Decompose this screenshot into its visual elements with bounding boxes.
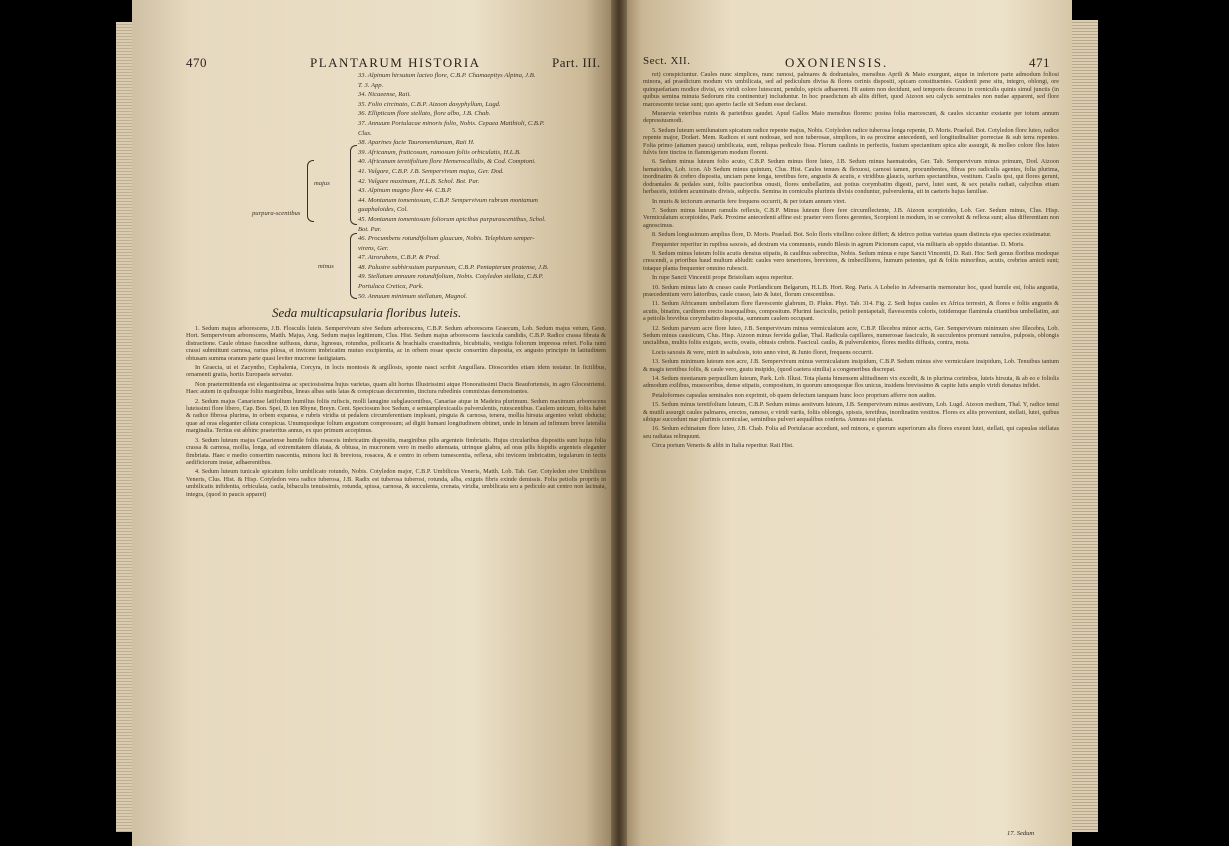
synonym-line: 39. Africanum, fruticosum, ramosum foliis orbiculatis, H.L.B.: [358, 148, 521, 156]
synonym-line: 40. Africanum teretifolium flore Hemerocallidis, & Cod. Comptoni.: [358, 158, 536, 166]
synonym-list: [358, 71, 610, 301]
left-paragraph: 2. Sedum majus Canariense latifolium humilius foliis rufiscis, molli lanugine subglaucentibus, Canariae atque in Madeira plurimum. Sedum maximum arborescens luteissimi flore libero, Cap. Bon. Spei, D. ten Rhyne, Breyn. Cent. Speciosum hoc Sedum, e semiamplexicaulis pulverulentis, rutescentibus. Caulem unicum, foliis habet & radice fibrosa plurima, in orbem expansa, e rubris viridia ut pedalem circumferentiam impleant, pinguia & carnosa, tenera, mollia hirsuta argenteo veluti obducta; quae ad oras eleganter ciliata conspicua. Unumquodque folium angustum compressum; ad digiti humani longitudinem obtinet, unde in binam ad infimum breve lateralia marginalia. Tertius est abhinc praeteritus annus, ex quo primum accepimus.: [186, 397, 606, 435]
book-spine: [611, 0, 627, 846]
right-paragraph: 13. Sedum minimum luteum non acre, J.B. Sempervivum minus vermiculatum insipidum, C.B.P. Sedum minus sive vermiculare insipidum, Lob. Tenuibus tantum & magis teretibus foliis, & caule vero, gustu insipido, (quod caetera similia) a congeneribus discrepat.: [643, 358, 1059, 373]
left-page-number: 470: [186, 55, 207, 70]
brace-label-majus: majus: [314, 180, 330, 187]
synonym-line: Bot. Par.: [358, 225, 382, 233]
left-page: [132, 0, 619, 846]
right-paragraph: 15. Sedum minus teretifolium luteum, C.B.P. Sedum minus aestivum luteum, J.B. Sempervivum minus aestivum, Lob. Lugd. Aizoon medium, Thal. Y, radice tenui & mutili assurgit caules palmares, erectos, ramoso, e viridi variis, foliis oblongis, spissis, teretibus, inordinatim vestitos. Flores ex aliis proveniunt, stellati, lutei, quibus sibique succedunt mar plurimis corniculae, seminibus pulveri aequalibus conferta. Annuus est planta.: [643, 401, 1059, 424]
right-paragraph: 7. Sedum minus luteum ramulis reflexis, C.B.P. Minus luteum flore fere circumflectente, J.B. Aizoon scorpioides, Lob. Ger. Sedum minus, Clus. Hisp. Vermiculatum scorpioides, Park. Proxime antecedenti affine est: praeter vero flores gerentes, Scorpioni in modum, in se convoluti & reflexa sunt; alias differentiam non agnoscimus.: [643, 206, 1059, 229]
section-title: Seda multicapsularia floribus luteis.: [272, 305, 462, 320]
synonym-line: 46. Procumbens rotundifolium glaucum, Nobis. Telephium semper-: [358, 235, 535, 243]
right-paragraph: 14. Sedum montanum perpusillum luteum, Park. Lob. Illust. Tota planta bimensem altitudinem vix excedit, & in plurima corimbos, luteis hirsuta, & ab eo e foliolis admodum exilibus, musosoribus, dense stipatis, compositum, in quorum umoquoque flos unicus, insidens brevissimo & capite lutis amplo viridi donatus infidet.: [643, 375, 1059, 390]
synonym-line: 38. Aparines facie Tauromenitanum, Raii H.: [358, 139, 475, 147]
brace-sempervivum: [307, 160, 314, 222]
synonym-line: Portulaca Cretica, Park.: [358, 283, 424, 291]
synonym-line: 49. Stellatum annuum rotundifolium, Nobis. Cotyledon stellata, C.B.P.: [358, 273, 544, 281]
brace-label-purpurascentibus: purpura-scentibus: [252, 210, 301, 217]
left-paragraph: 1. Sedum majus arborescens, J.B. Flosculis luteis. Sempervivum sive Sedum arborescens, C.B.P. Sedum arborescens Graecum, Lob. Sedum majus vetum, Gesn. Hort. Sempervivum arborescens, Matth. Majus, Ang. Sedum majus legitimum, Clus. Hist. Sedum majus arborescens fascicula candidis, C.B.P. Radice crassa fibrata & distractione. Caule obtuso fuscedine suffusus, durus, lignosus, rotundus, pollicaris & brachialis crassitudinis, bicubitalis, vestigia foliorum impressa refert. Folia rami crassi submittunt carnosa, rarius pilosa, et invicem imbricatim mutuo excipientia, ac in orbem rosae specie consertim disposita, ex angusto principio in latitudinem obtusam summa oranum parte quasi leviter mucrone fastigiatam.: [186, 325, 606, 362]
right-paragraph: 11. Sedum Africanum umbellatum flore flavescente glabrum, D. Plukn. Phyt. Tab. 314. Fig. 2. Sedi hujus caules ex Africa terrestri, & flores e foliis angustis & acutis, binatim, cardinem erecto inaequalibus, compositum. Plurimi fasciculis, petioli pentapetali, flavescentis coloris, totidemque flaminula citantibus umbellatim, aut a petiolis brevibus corymbatim disposita, summum caulem occupant.: [643, 300, 1059, 323]
synonym-line: 36. Ellipticum flore stellato, flore albo, J.B. Chab.: [358, 110, 491, 118]
right-paragraph: Circa portum Veneris & alibi in Italia reperitur. Raii Hist.: [652, 442, 794, 450]
right-paragraph: 5. Sedum luteum semilunatum spicatum radice repente majus, Nobis. Cotyledon radice tuberosa longa repente, D. Moris. Praelud. Bot. Cotyledon flore luteo, radice repente major, Dodart. Mem. Radices ei sunt nodosae, sed non tuberosae, simplices, in ea proxime antecedenti, sed longitudinaliter porrectae & sub terra repentes. Folia primo (attamen pauca) umbilicata, sunt, reliqua pediculo fissa. Florum caulinis in perfectis, fusium spectantium spica alte assurgit, & molleo colore flos luteo fulvis fere tinctos in flammigerum modum florent.: [643, 126, 1059, 157]
right-section-label: Sect. XII.: [643, 55, 691, 67]
synonym-line: virens, Ger.: [358, 244, 389, 252]
synonym-line: 45. Montanum tomentosum foliorum apicibus purpurascentibus, Schol.: [358, 215, 546, 223]
left-paragraph: 3. Sedum luteum majus Canariense humile foliis rosaceis imbricatim dispositis, marginibus pilis argenteis fimbriatis. Hujus circularibus dispositis sunt hujus folia crassa & carnosa, mollia, longa, ad extremitatem dilatata, & obtusa, in mucronem vero in medio attenuata, utrinque glabra, ad oras pilis hispidis argenteis eleganter fimbriata. Haec e medio consertim nascentia, minora luci & breviora, rosacea, & e centro in orbem tumescentia, reflexa, sibi invicem imbricatim, tegularum in tectis aedificiorum instar, adhaerentibus.: [186, 436, 606, 466]
synonym-line: T. 3. App.: [358, 81, 384, 89]
right-paragraph: Locis saxosis & vere, mirit in sabulosis, toto anno viret, & Junio floret, frequens occurrit.: [652, 348, 874, 356]
left-part-label: Part. III.: [552, 55, 601, 70]
right-paragraph: 8. Sedum longissimum amplius flore, D. Moris. Praelud. Bot. Solo floris vitellino colore differt; & ideirco potius varietas quam distincta ejus species existimatur.: [652, 231, 1052, 239]
synonym-line: 37. Annuum Portulacae minoris folio, Nobis. Cepaea Matthioli, C.B.P.: [358, 119, 545, 127]
right-paragraph: 9. Sedum minus luteum foliis acutis densius stipatis, & caulibus subrectius, Nobis. Sedum minus e rupe Sancti Vincentii, D. Raii. Hoc Sedi genus floribus modoque crescendi, a prioribus haud multum abludit: caules vero teneriores, breviores, & imbecilliores, humum petentes, qui & foliis minoribus, acutis, crebrius amicti sunt; totaque planta frequenter omnino rubescit.: [643, 249, 1059, 272]
synonym-line: 50. Annuum minimum stellatum, Magnol.: [358, 292, 468, 300]
right-page: [619, 0, 1072, 846]
synonym-line: 47. Atrorubens, C.B.P. & Prod.: [358, 254, 441, 262]
right-paragraph: In rupe Sancti Vincentii prope Bristoliam supra reperitur.: [652, 274, 794, 282]
left-page-edges: [116, 22, 132, 832]
synonym-line: 41. Vulgare, C.B.P. J.B. Sempervivum majus, Ger. Dod.: [358, 167, 504, 175]
brace-label-minus: minus: [318, 263, 334, 270]
right-paragraph: Petaloformes capsulas seminales non exprimit, ob quem defectum tanquam hunc loco proprium afferre non audim.: [652, 391, 937, 399]
right-paragraph: 16. Sedum echinatum flore luteo, J.B. Chab. Folia ad Portulacae accedunt, sed minora, e quorum superiorum alis flores exeunt lutei, stellati, qui capsulas stellatas seu radiatas relinquunt.: [643, 425, 1059, 440]
right-page-edges: [1072, 20, 1098, 832]
left-body-text: [186, 325, 606, 825]
right-page-number: 471: [1029, 55, 1050, 70]
synonym-line: 44. Montanum tomentosum, C.B.P. Sempervivum rubrum montanum: [358, 196, 538, 204]
left-paragraph: Non praetermittenda est elegantissima ac speciosissima hujus varietas, quam alit hortus Illustrissimi atque Honoratissimi Ducis Beaufortensis, in agro Glocestriensi. Haec autem in quibusque foliis marginibus, lineas albas satis latas & conspicuas decurrentes, tinctura rubedinis commixtas demonstrantes.: [186, 380, 606, 396]
right-paragraph: 12. Sedum parvum acre flore luteo, J.B. Sempervivum minus vermiculatum acre, C.B.P. Illecebra minor acris, Ger. Sempervivum minimum sive Illecebra, Lob. Sedum minus causticum, Clus. Hisp. Aizoon minus fervida gullae, Thal. Radicula capillares, numerosae fasciculo, & succulentos promunt ramulos, pulposis, oblongis uncialibus, multis foliis exiguis, sectis, ovatis, obtusis crebris. Fascicul. caulis, & pulverulentos, flores mediis diffusis, contra, mota.: [643, 324, 1059, 347]
right-paragraph: 10. Sedum minus lato & crasso caule Portlandicum Belgarum, H.L.B. Hort. Reg. Paris. A Lobelio in Adversariis memoratur hoc, quod humile est, folia angustia, praecedentium vero latioribus, caule crasso, lato & lutei, florum crescentibus.: [643, 283, 1059, 298]
right-paragraph: 6. Sedum minus luteum folio acuto, C.B.P. Sedum minus flore luteo, J.B. Sedum minus haematodes, Ger. Tab. Sempervivum minus primum, Dod. Aizoon hematoides, Lob. icon. Ab Sedum minus quintum, Clus. Hist. Caules tenues & flexuosi, carnosi tamen, procumbentes, fibras pro radiculis agentes, folia plurima, inordinatim & crebro disposita, unciam pene longa, teretibus fere, angustis & acutis, e viridibus glaucis, surfum spectantibus, vestitum. Caulis ipsi, qui flores gerunt, dodrantales & pedales sunt, foliis paucioribus onusti, flores umbellatim, aut potius corymbatim digesti, parvi, lutei sunt, & sex petalis radiati, calycibus etiam herbaceis, totidem acuminatis divisis, subjectis. Semina in corniculis plurimis divisis conduntur, pulverulenta, uti in caeteris hujus familiae.: [643, 158, 1059, 196]
right-running-head: OXONIENSIS.: [785, 55, 889, 70]
right-paragraph: Muraevia veteribus ruinis & parietibus gaudet. Apud Gallos Maio mensibus florens: postea folia marcescunt, & caules siccantur exstante per totum annum depressiusmodi.: [643, 110, 1059, 125]
synonym-line: 48. Palustre subhirsutum purpureum, C.B.P. Pentapterum pratense, J.B.: [358, 263, 549, 271]
right-paragraph: Frequenter reperitur in rupibus saxosis, ad dextram via communis, eundo Blesis in agrum Pictonum caput, via militaris ab oppido distantiae. D. Moris.: [652, 240, 1025, 248]
right-body-text: [643, 71, 1059, 823]
synonym-line: 43. Alpinum magno flore 44. C.B.P.: [358, 187, 452, 195]
right-catchword: 17. Sedum: [1007, 830, 1035, 837]
synonym-line: guaphaloides, Col.: [358, 206, 409, 214]
left-paragraph: 4. Sedum luteum tunicale spicatum folio umbilicato rotundo, Nobis. Cotyledon major, C.B.P. Umbilicus Veneris, Matth. Lob. Tab. Ger. Cotyledon sive Umbilicus Veneris, Clus. Hist. & Hisp. Cotyledon vera radice tuberosa, J.B. Radix est tuberosa tuberosi, rotunda, alba, exiguis fibris exinde demissis. Folia petiolis propriis in umbilicatis infidentia, orbiculata, caula, bibaculis tenuissimis, rotunda, spissa, carnosa, & succulenta, crenata, viridia, umbilicata seu a pediculo aut centro non lacinata, integra, (quod in paucis apparet): [186, 468, 606, 498]
synonym-line: 42. Vulgare maximum, H.L.B. Schol. Bot. Par.: [358, 177, 480, 185]
synonym-line: 34. Nicaeense, Raii.: [358, 91, 411, 99]
right-paragraph: In muris & tectorum arenariis fere frequens occurrit, & per totam annum viret.: [652, 197, 847, 205]
synonym-line: 35. Folio circinato, C.B.P. Aizoon dasyphyllum, Lugd.: [358, 100, 501, 108]
synonym-line: Clus.: [358, 129, 372, 137]
left-paragraph: In Graecia, ut et Zacyntho, Cephalenia, Corcyra, in locis montosis & argillosis, sponte nasci scribit Anguillara. Dioscorides etiam idem testatur. In fictilibus, ornamenti gratia, hortis Europaeis servatur.: [186, 364, 606, 379]
synonym-line: 33. Alpinum hirsutum lacteo flore, C.B.P. Chamaepitys Alpina, J.B.: [358, 72, 536, 79]
brace-majus: [350, 145, 357, 225]
right-paragraph: ret) conspiciuntur. Caules nunc simplices, nunc ramosi, palmares & dodrantales, mensibus Aprili & Maio exurgunt, atque in inferiore parte admodum foliosi minora, ad praedictum modum vix umbilicata, sed ad pediculum divisa & flores cerinis dispositi, spicam constituentes. Guidonii pene situ, integro, oblongi, ore quinquefariam modice divisi, ex viridi colore lutescunt, pendulo, spicis adhaerent. Hi autem non decidunt, sed temporis decursu in corniculis quinis simul junctis (in quibus semina minuta Sedorum ritu continentur) includuntur. In hoc praedictum ab aliis differt, quod Aizoon seu calycis seminales non nudae apparent, sed flore marcescente tectae sunt; quo aperto facile sit Sedum esse declarat.: [643, 71, 1059, 108]
brace-minus: [350, 233, 357, 299]
left-running-head: PLANTARUM HISTORIA: [310, 55, 481, 70]
